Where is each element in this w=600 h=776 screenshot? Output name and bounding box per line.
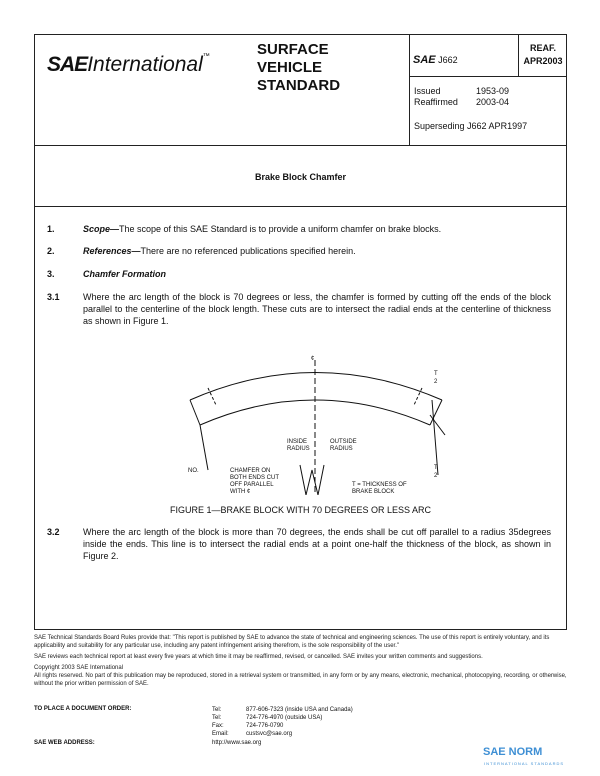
header-divider xyxy=(409,76,567,77)
reaffirmed-row xyxy=(414,97,509,108)
tel-label: Tel: xyxy=(212,707,222,713)
standard-line-3: STANDARD xyxy=(257,77,341,94)
standard-line-2: VEHICLE xyxy=(257,59,323,76)
no-label: NO. xyxy=(188,468,199,474)
thickness-label-2: BRAKE BLOCK xyxy=(352,489,395,495)
standard-line-1: SURFACE xyxy=(257,41,329,58)
issue-dates xyxy=(414,86,509,108)
outside-arc xyxy=(190,373,442,401)
logo-sae: SAE xyxy=(47,53,88,76)
section-heading: References— xyxy=(83,246,141,256)
footer-copyright: Copyright 2003 SAE International xyxy=(34,665,124,671)
inside-radius-label-1: INSIDE xyxy=(287,439,308,445)
brand-norm: SAE NORM xyxy=(483,746,543,758)
document-frame xyxy=(34,34,567,630)
section-heading: Chamfer Formation xyxy=(83,269,167,279)
web-address-link[interactable]: http://www.sae.org xyxy=(212,740,262,746)
section-number: 2. xyxy=(47,246,55,256)
brand-subtitle: INTERNATIONAL STANDARDS xyxy=(484,761,565,766)
figure-1-brake-block xyxy=(180,355,450,495)
tel-label: Tel: xyxy=(212,715,222,721)
inside-arc xyxy=(200,400,430,425)
contact-info xyxy=(212,706,353,738)
footer-rights: All rights reserved. No part of this publication may be reproduced, stored in a retrieval system or transmitted, in any form or by any means, electronic, mechanical, photocopying, recording, or otherwise, without the prior written permission of SAE. xyxy=(34,673,567,687)
section-number: 1. xyxy=(47,224,55,234)
issued-label: Issued xyxy=(414,86,441,96)
reaf-label: REAF. xyxy=(529,43,556,53)
document-number xyxy=(413,54,458,66)
fax-number: 724-776-0790 xyxy=(246,723,284,729)
section-number: 3.2 xyxy=(47,527,60,537)
issued-row xyxy=(414,86,509,97)
centerline-label: ¢ xyxy=(311,356,315,362)
fax-label: Fax: xyxy=(212,723,224,729)
section-text: Where the arc length of the block is more than 70 degrees, the ends shall be cut off parallel to a radius 35degrees inside the ends. This line is to intersect the radial ends at a point one-half the thickness of the block, as shown in Figure 2. xyxy=(83,527,551,561)
outside-radius-label-1: OUTSIDE xyxy=(330,439,357,445)
reaffirmed-label: Reaffirmed xyxy=(414,97,458,107)
chamfer-label-3: OFF PARALLEL xyxy=(230,482,274,488)
footer-rules: SAE Technical Standards Board Rules provide that: "This report is published by SAE to advance the state of technical and engineering sciences. The use of this report is entirely voluntary, and its applicability and suitability for any particular use, including any patent infringement arising therefrom, is the sole responsibility of the user." xyxy=(34,635,550,649)
logo-trademark: ™ xyxy=(202,53,210,60)
block-end-left xyxy=(190,400,200,425)
section-text: Where the arc length of the block is 70 degrees or less, the chamfer is formed by cutting off the ends of the block parallel to the centerline of the block length. These cuts are to intersect the radial ends at the centerline of thickness as shown in Figure 1. xyxy=(83,292,551,326)
standard-type xyxy=(257,41,340,95)
break-symbol xyxy=(300,465,324,495)
chamfer-label-4: WITH ¢ xyxy=(230,489,251,495)
footer-review: SAE reviews each technical report at least every five years at which time it may be reaffirmed, revised, or cancelled. SAE invites your written comments and suggestions. xyxy=(34,654,483,660)
legal-footer xyxy=(34,634,567,691)
sae-international-logo xyxy=(47,53,210,77)
doc-prefix: SAE xyxy=(413,54,436,66)
document-header xyxy=(35,35,566,146)
inside-radius-label-2: RADIUS xyxy=(287,446,310,452)
issued-value: 1953-09 xyxy=(476,86,510,96)
chamfer-label-2: BOTH ENDS CUT xyxy=(230,475,280,481)
chamfer-label-1: CHAMFER ON xyxy=(230,468,271,474)
sae-norm-brand-logo xyxy=(483,742,542,759)
section-text: The scope of this SAE Standard is to provide a uniform chamfer on brake blocks. xyxy=(119,224,442,234)
email-label: Email: xyxy=(212,731,229,737)
reaffirmation-box xyxy=(519,42,567,68)
logo-international: International xyxy=(87,53,203,76)
outside-radius-label-2: RADIUS xyxy=(330,446,353,452)
tel-1: 877-606-7323 (inside USA and Canada) xyxy=(246,707,353,713)
reaf-date: APR2003 xyxy=(523,56,563,66)
title-divider xyxy=(35,206,566,207)
reaffirmed-value: 2003-04 xyxy=(476,97,510,107)
section-heading: Scope— xyxy=(83,224,120,234)
superseding-note: Superseding J662 APR1997 xyxy=(414,121,528,131)
section-number: 3. xyxy=(47,269,55,279)
web-label: SAE WEB ADDRESS: xyxy=(34,740,95,746)
email-address[interactable]: custsvc@sae.org xyxy=(246,731,293,737)
document-title: Brake Block Chamfer xyxy=(254,172,347,182)
leader-no xyxy=(200,425,208,470)
section-text: There are no referenced publications specified herein. xyxy=(140,246,356,256)
doc-number: J662 xyxy=(438,55,458,65)
thickness-label-1: T = THICKNESS OF xyxy=(352,482,407,488)
figure-caption: FIGURE 1—BRAKE BLOCK WITH 70 DEGREES OR LESS ARC xyxy=(169,505,432,515)
header-divider xyxy=(409,35,410,146)
tel-2: 724-776-4970 (outside USA) xyxy=(246,715,323,721)
dimension-line xyxy=(430,415,445,435)
dimension-2-label-lower: 2 xyxy=(434,473,438,479)
dimension-t-label-lower: T xyxy=(434,465,438,471)
order-label: TO PLACE A DOCUMENT ORDER: xyxy=(34,706,132,712)
dimension-2-label: 2 xyxy=(434,379,438,385)
section-number: 3.1 xyxy=(47,292,60,302)
dimension-t-label: T xyxy=(434,371,438,377)
